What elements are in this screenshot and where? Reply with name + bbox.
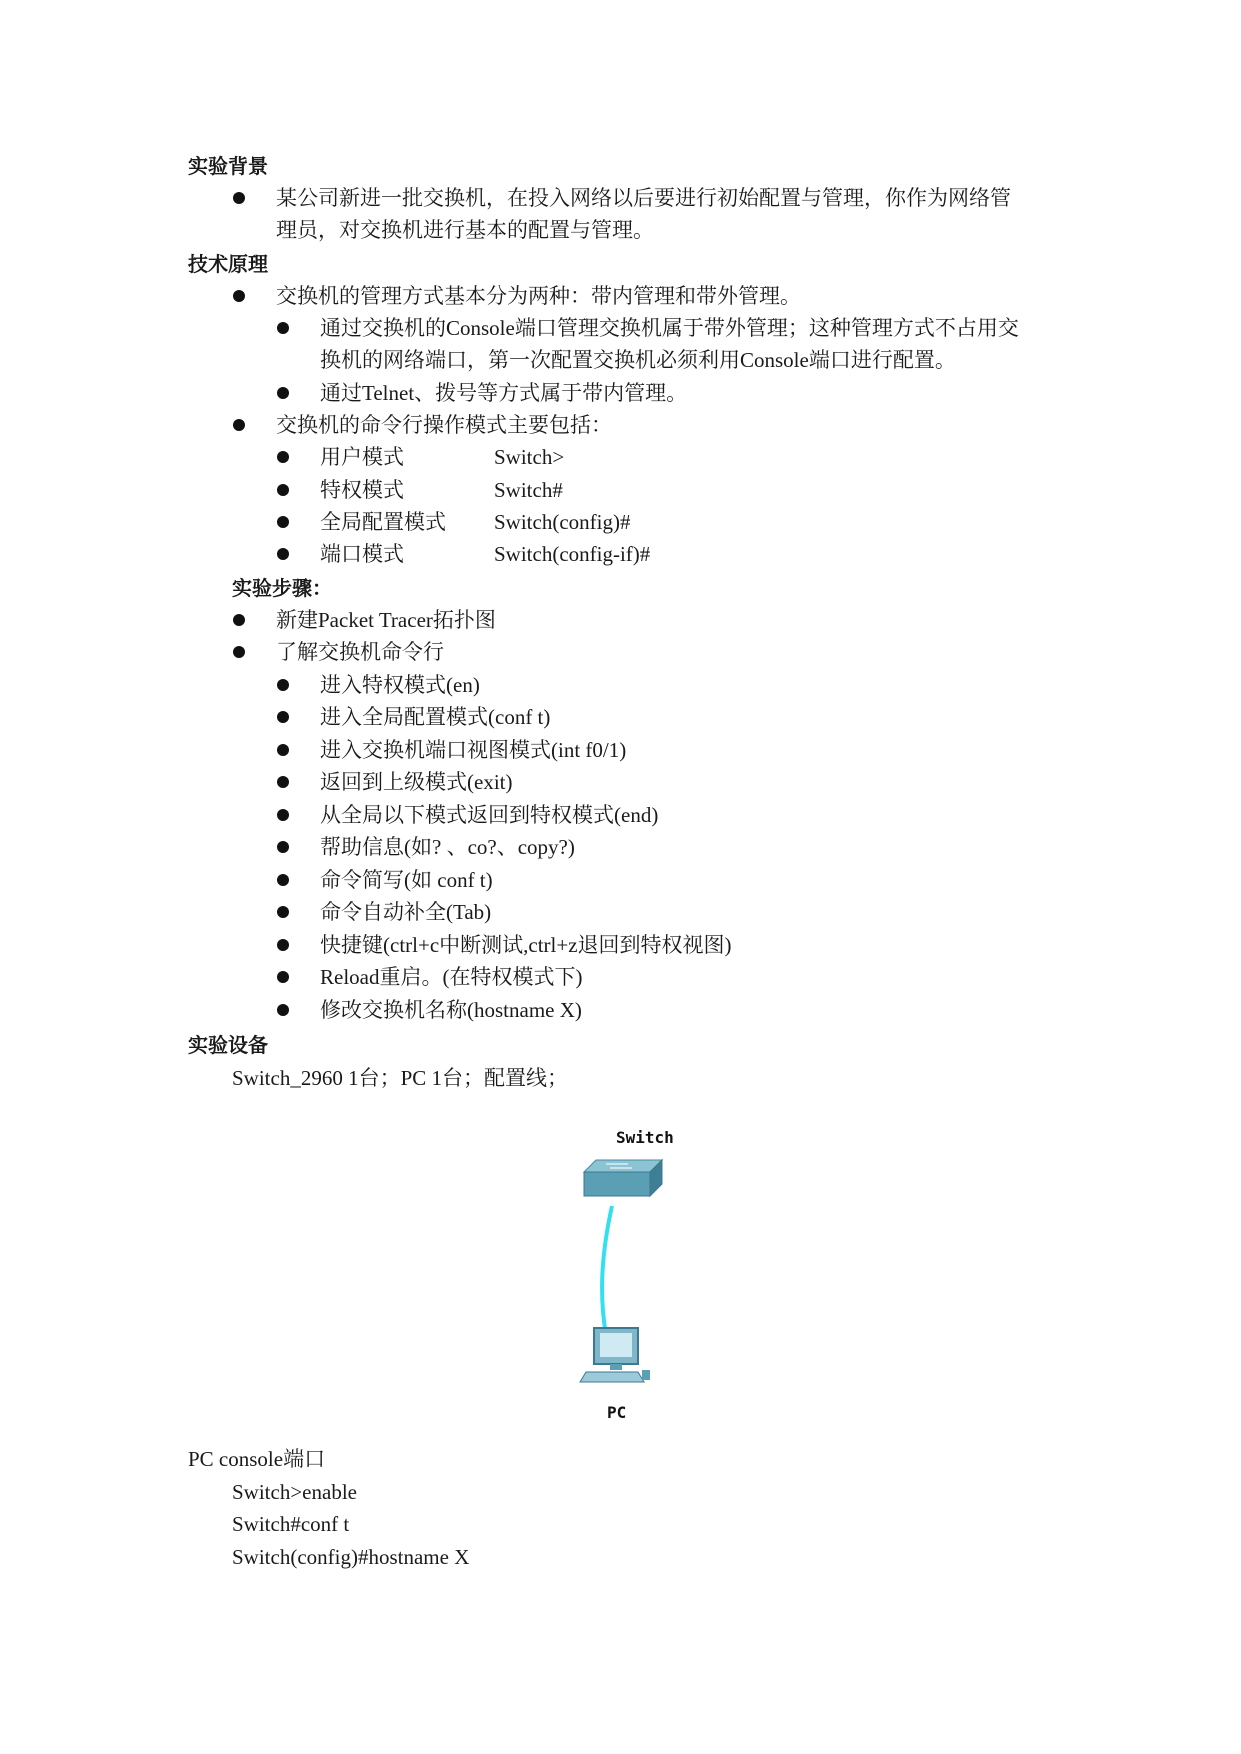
bullet [277, 971, 289, 983]
steps-sub: 帮助信息(如? 、co?、copy?) [320, 835, 575, 859]
steps-sub: 命令简写(如 conf t) [320, 868, 493, 892]
console-line: Switch#conf t [232, 1512, 350, 1536]
steps-sub: 从全局以下模式返回到特权模式(end) [320, 803, 659, 827]
pc-icon [580, 1328, 650, 1382]
principle-sub-1: 通过交换机的Console端口管理交换机属于带外管理；这种管理方式不占用交 [320, 316, 1019, 340]
mode-prompt: Switch> [494, 445, 565, 469]
bullet [277, 841, 289, 853]
mode-name: 用户模式 [320, 445, 404, 469]
bullet [277, 451, 289, 463]
steps-item-1: 新建Packet Tracer拓扑图 [276, 608, 496, 632]
bullet [277, 548, 289, 560]
switch-label: Switch [616, 1128, 674, 1147]
pc-label: PC [607, 1403, 627, 1422]
mode-name: 端口模式 [320, 542, 404, 566]
mode-name: 特权模式 [320, 478, 404, 502]
bullet [233, 290, 245, 302]
switch-icon [584, 1160, 662, 1196]
steps-sub: 快捷键(ctrl+c中断测试,ctrl+z退回到特权视图) [320, 933, 732, 957]
bullet [233, 646, 245, 658]
bullet [277, 874, 289, 886]
principle-item-1: 交换机的管理方式基本分为两种：带内管理和带外管理。 [276, 284, 801, 308]
section-heading-steps: 实验步骤： [232, 576, 332, 600]
mode-name: 全局配置模式 [320, 510, 446, 534]
bullet [277, 939, 289, 951]
steps-sub: Reload重启。(在特权模式下) [320, 965, 583, 989]
steps-sub: 进入全局配置模式(conf t) [320, 705, 551, 729]
bullet [277, 809, 289, 821]
background-item: 某公司新进一批交换机，在投入网络以后要进行初始配置与管理，你作为网络管 [276, 186, 1011, 210]
bullet [277, 1004, 289, 1016]
bullet [277, 516, 289, 528]
steps-sub: 进入交换机端口视图模式(int f0/1) [320, 738, 627, 762]
topology-diagram [570, 1150, 670, 1400]
bullet [233, 419, 245, 431]
steps-sub: 命令自动补全(Tab) [320, 900, 492, 924]
bullet [277, 484, 289, 496]
mode-prompt: Switch(config)# [494, 510, 631, 534]
console-line: Switch(config)#hostname X [232, 1545, 470, 1569]
principle-item-2: 交换机的命令行操作模式主要包括： [276, 413, 612, 437]
bullet [277, 776, 289, 788]
principle-sub-2: 通过Telnet、拨号等方式属于带内管理。 [320, 381, 688, 405]
section-heading-principle: 技术原理 [188, 252, 268, 276]
bullet [233, 614, 245, 626]
principle-sub-1-continued: 换机的网络端口，第一次配置交换机必须利用Console端口进行配置。 [320, 348, 956, 372]
mode-prompt: Switch# [494, 478, 563, 502]
console-cable [602, 1206, 612, 1335]
steps-item-2: 了解交换机命令行 [276, 640, 444, 664]
steps-sub: 修改交换机名称(hostname X) [320, 998, 582, 1022]
bullet [233, 192, 245, 204]
console-heading: PC console端口 [188, 1447, 326, 1471]
equipment-text: Switch_2960 1台；PC 1台；配置线； [232, 1066, 569, 1090]
section-heading-background: 实验背景 [188, 154, 268, 178]
bullet [277, 387, 289, 399]
bullet [277, 322, 289, 334]
steps-sub: 返回到上级模式(exit) [320, 770, 513, 794]
steps-sub: 进入特权模式(en) [320, 673, 480, 697]
section-heading-equipment: 实验设备 [188, 1033, 268, 1057]
bullet [277, 711, 289, 723]
bullet [277, 906, 289, 918]
mode-prompt: Switch(config-if)# [494, 542, 651, 566]
bullet [277, 679, 289, 691]
console-line: Switch>enable [232, 1480, 357, 1504]
bullet [277, 744, 289, 756]
background-item-continued: 理员，对交换机进行基本的配置与管理。 [276, 218, 654, 242]
